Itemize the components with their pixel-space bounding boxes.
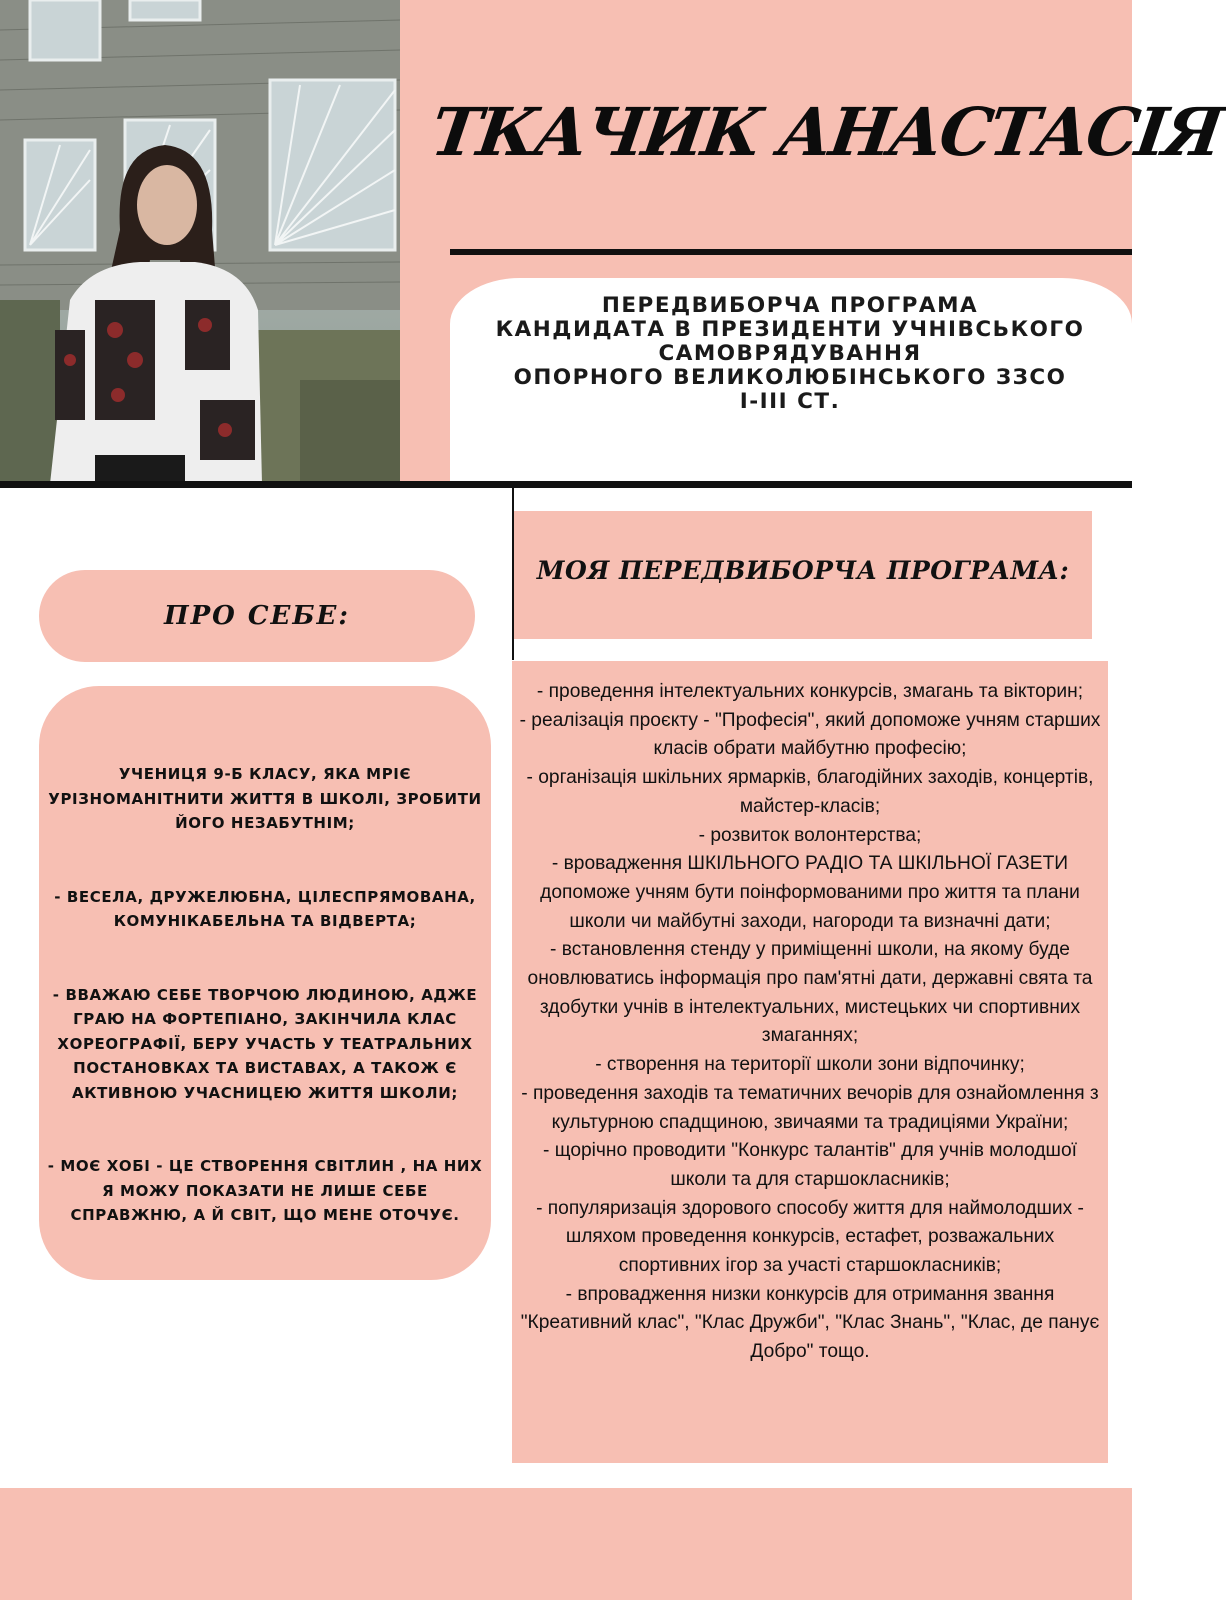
program-item: - популяризація здорового способу життя для наймолодших - шляхом проведення конкурсів, естафет, розважальних спортивних ігор за участі старшокласників;	[536, 1197, 1084, 1277]
program-item: - щорічно проводити "Конкурс талантів" для учнів молодшої школи та для старшокласників;	[543, 1140, 1077, 1190]
program-title: МОЯ ПЕРЕДВИБОРЧА ПРОГРАМА:	[536, 555, 1070, 585]
program-heading-box	[514, 511, 1092, 639]
program-list	[516, 678, 1104, 1367]
candidate-name: ТКАЧИК АНАСТАСІЯ	[426, 93, 1225, 171]
program-item: - створення на території школи зони відпочинку;	[595, 1054, 1025, 1076]
program-item: - проведення інтелектуальних конкурсів, змагань та вікторин;	[536, 681, 1084, 702]
program-item: - встановлення стенду у приміщенні школи, на якому буде оновлюватись інформація про пам'ятні дати, державні свята та здобутки учнів в інтелектуальних, мистецьких чи спортивних змаганнях;	[527, 939, 1093, 1047]
program-item: - впровадження низки конкурсів для отримання звання "Креативний клас", "Клас Дружби", "Клас Знань", "Клас, де панує Добро" тощо.	[520, 1283, 1100, 1363]
program-item: - розвиток волонтерства;	[698, 824, 922, 846]
about-heading-pill	[39, 570, 475, 662]
about-paragraph: - МОЄ ХОБІ - ЦЕ СТВОРЕННЯ СВІТЛИН , НА НИХ Я МОЖУ ПОКАЗАТИ НЕ ЛИШЕ СЕБЕ СПРАВЖНЮ, А Й СВІТ, ЩО МЕНЕ ОТОЧУЄ.	[47, 1157, 483, 1224]
program-item: - проведення заходів та тематичних вечорів для ознайомлення з культурною спадщиною, звичаями та традиціями України;	[521, 1082, 1099, 1133]
program-item: - реалізація проєкту - "Професія", який допоможе учням старших класів обрати майбутню професію;	[519, 709, 1101, 760]
about-paragraph: - ВВАЖАЮ СЕБЕ ТВОРЧОЮ ЛЮДИНОЮ, АДЖЕ ГРАЮ НА ФОРТЕПІАНО, ЗАКІНЧИЛА КЛАС ХОРЕОГРАФІЇ, БЕРУ УЧАСТЬ У ТЕАТРАЛЬНИХ ПОСТАНОВКАХ ТА ВИСТАВАХ, А ТАКОЖ Є АКТИВНОЮ УЧАСНИЦЕЮ ЖИТТЯ ШКОЛИ;	[52, 985, 478, 1102]
program-item: - організація шкільних ярмарків, благодійних заходів, концертів, майстер-класів;	[526, 767, 1094, 817]
program-subtitle	[470, 294, 1110, 414]
about-paragraph: - ВЕСЕЛА, ДРУЖЕЛЮБНА, ЦІЛЕСПРЯМОВАНА, КОМУНІКАБЕЛЬНА ТА ВІДВЕРТА;	[54, 887, 476, 930]
footer-band	[0, 1488, 1132, 1600]
subtitle-line: ОПОРНОГО ВЕЛИКОЛЮБІНСЬКОГО ЗЗСО	[513, 365, 1067, 390]
about-paragraph: УЧЕНИЦЯ 9-Б КЛАСУ, ЯКА МРІЄ УРІЗНОМАНІТНИТИ ЖИТТЯ В ШКОЛІ, ЗРОБИТИ ЙОГО НЕЗАБУТНІМ;	[48, 765, 482, 832]
subtitle-line: САМОВРЯДУВАННЯ	[658, 341, 922, 366]
subtitle-line: І-ІІІ СТ.	[739, 389, 841, 414]
subtitle-line: КАНДИДАТА В ПРЕЗИДЕНТИ УЧНІВСЬКОГО	[495, 317, 1085, 342]
about-text	[45, 762, 485, 1277]
section-divider	[0, 481, 1132, 488]
candidate-photo	[0, 0, 400, 484]
subtitle-line: ПЕРЕДВИБОРЧА ПРОГРАМА	[601, 293, 979, 318]
name-underline	[450, 249, 1132, 255]
program-item: - вровадження ШКІЛЬНОГО РАДІО ТА ШКІЛЬНОЇ ГАЗЕТИ допоможе учням бути поінформованими про життя та плани школи чи майбутні заходи, нагороди та визначні дати;	[540, 853, 1080, 932]
about-title: ПРО СЕБЕ:	[164, 601, 350, 631]
